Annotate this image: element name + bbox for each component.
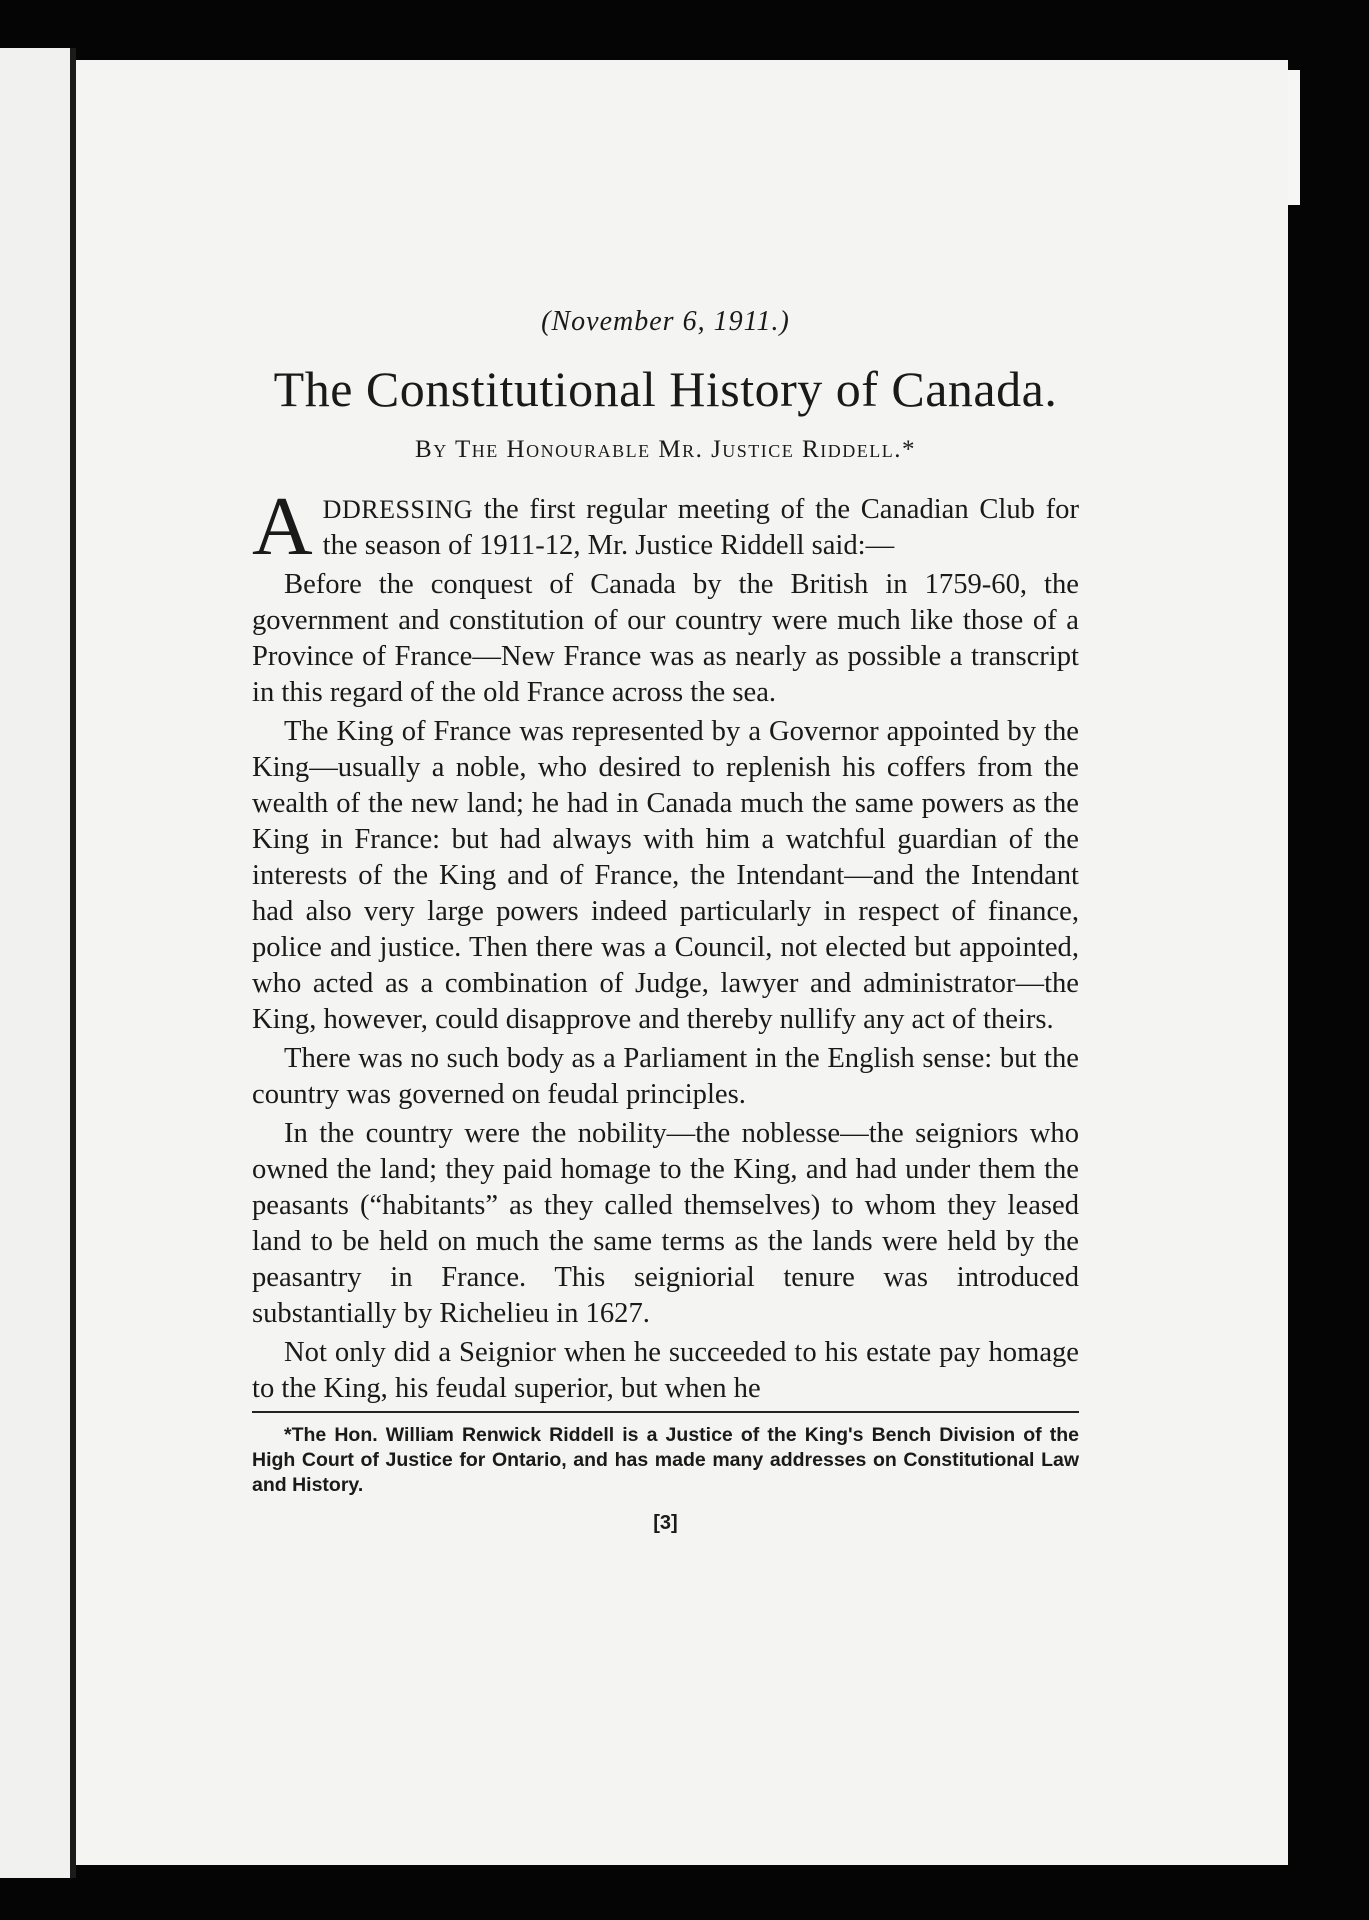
date-line: (November 6, 1911.)	[541, 306, 790, 337]
byline: By The Honourable Mr. Justice Riddell.*	[415, 436, 916, 463]
footnote-divider	[252, 1411, 1079, 1413]
page-number: [3]	[653, 1512, 678, 1534]
text-block	[252, 306, 1079, 1535]
paragraph-3: There was no such body as a Parliament in the English sense: but the country was governed on feudal principles.	[252, 1043, 1079, 1110]
opening-lead-word: DDRESSING	[322, 495, 474, 524]
paragraph-2: The King of France was represented by a Governor appointed by the King—usually a noble, who desired to replenish his coffers from the wealth of the new land; he had in Canada much the same powers as the King in France: but had always with him a watchful guardian of the interests of the King and of France, the Intendant—and the Intendant had also very large powers indeed particularly in respect of finance, police and justice. Then there was a Council, not elected but appointed, who acted as a combination of Judge, lawyer and administrator—the King, however, could disapprove and thereby nullify any act of theirs.	[252, 716, 1079, 1035]
paragraph-5: Not only did a Seignior when he succeeded to his estate pay homage to the King, his feudal superior, but when he	[252, 1337, 1079, 1404]
paragraph-4: In the country were the nobility—the noblesse—the seigniors who owned the land; they paid homage to the King, and had under them the peasants (“habitants” as they called themselves) to whom they leased land to be held on much the same terms as the lands were held by the peasantry in France. This seigniorial tenure was introduced substantially by Richelieu in 1627.	[252, 1118, 1079, 1329]
previous-page-edge	[0, 48, 75, 1878]
footnote: *The Hon. William Renwick Riddell is a Justice of the King's Bench Division of the High Court of Justice for Ontario, and has made many addresses on Constitutional Law and History.	[252, 1424, 1079, 1496]
opening-paragraph	[252, 480, 1079, 573]
page-title: The Constitutional History of Canada.	[273, 361, 1058, 417]
paragraph-1: Before the conquest of Canada by the British in 1759-60, the government and constitution of our country were much like those of a Province of France—New France was as nearly as possible a transcript in this regard of the old France across the sea.	[252, 569, 1079, 708]
drop-cap: A	[252, 480, 313, 573]
opening-text: the first regular meeting of the Canadian Club for the season of 1911-12, Mr. Justice Riddell said:—	[322, 494, 1079, 561]
